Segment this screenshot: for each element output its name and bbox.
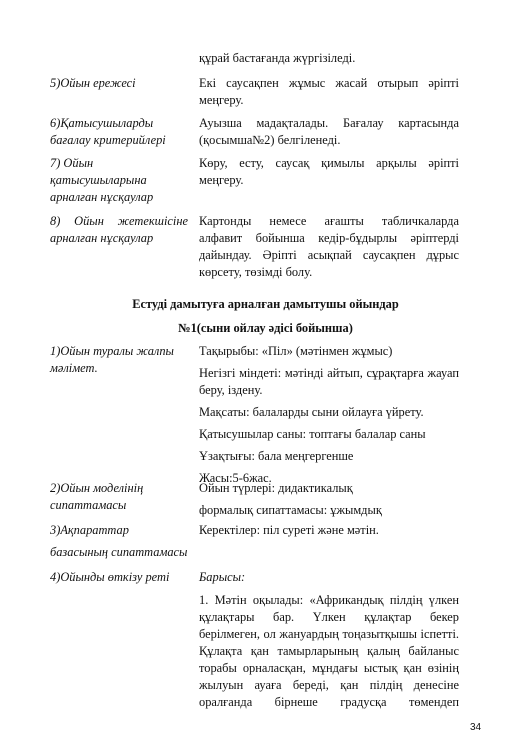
materials-text: Керектілер: піл суреті және мәтін. — [199, 523, 379, 537]
info-base-label — [50, 522, 188, 561]
age-line: Жасы:5-6жас. — [199, 471, 272, 485]
procedure-heading: Барысы: — [199, 570, 246, 584]
rule-text: Екі саусақпен жұмыс жасай отырып әріпті меңгеру. — [199, 76, 459, 107]
formal-description-line: формалық сипаттамасы: ұжымдық — [199, 503, 382, 517]
procedure-text: 1. Мәтін оқылады: «Африкандық пілдің үлкен құлақтары бар. Үлкен құлақтар бекер берілмеген, ол жануардың тоңазытқышы іспетті. Құлақта қан тамырларының қалың байланыс торабы орналасқан, мұндағы ыстық қан өзінің жылуын ауаға береді, қан пілдің денесіне оралғанда бірнеше градусқа төмендеп — [199, 593, 459, 709]
game-type-line: Ойын түрлері: дидактикалық — [199, 481, 353, 495]
participants-instructions-text: Көру, есту, саусақ қимылы арқылы әріпті меңгеру. — [199, 156, 459, 187]
game-order-block — [199, 569, 459, 711]
participants-count-line: Қатысушылар саны: топтағы балалар саны — [199, 427, 426, 441]
model-description-label: 2)Ойын моделінің сипаттамасы — [50, 481, 144, 512]
general-info-label: 1)Ойын туралы жалпы мәлімет. — [50, 344, 174, 375]
info-base-label-line1: 3)Ақпараттар — [50, 523, 129, 537]
criteria-text: Ауызша мадақталады. Бағалау картасында (қосымша№2) белгіленеді. — [199, 116, 459, 147]
criteria-label: 6)Қатысушыларды бағалау критерийлері — [50, 116, 166, 147]
game-order-label: 4)Ойынды өткізу реті — [50, 570, 170, 584]
rule-label: 5)Ойын ережесі — [50, 76, 136, 90]
page-number: 34 — [470, 722, 482, 733]
section-title: Естуді дамытуға арналған дамытушы ойындар — [132, 297, 399, 311]
info-base-label-line2: базасының сипаттамасы — [50, 545, 188, 559]
main-task-line: Негізгі міндеті: мәтінді айтып, сұрақтарға жауап беру, іздену. — [199, 366, 459, 397]
continuation-text: құрай бастағанда жүргізіледі. — [199, 51, 356, 65]
general-info-block — [199, 343, 459, 487]
topic-line: Тақырыбы: «Піл» (мәтінмен жұмыс) — [199, 344, 393, 358]
participants-instructions-label: 7) Ойын қатысушыларына арналған нұсқаулар — [50, 156, 154, 204]
leader-instructions-label: 8) Ойын жетекшісіне арналған нұсқаулар — [50, 214, 188, 245]
section-subtitle: №1(сыни ойлау әдісі бойынша) — [178, 321, 353, 335]
goal-line: Мақсаты: балаларды сыни ойлауға үйрету. — [199, 405, 424, 419]
model-description-block — [199, 480, 459, 519]
duration-line: Ұзақтығы: бала меңгергенше — [199, 449, 354, 463]
leader-instructions-text: Картонды немесе ағашты табличкаларда алфавит бойынша кедір-бұдырлы әріптерді дайындау. Әріпті асықпай саусақпен дұрыс көрсету, төзімді болу. — [199, 214, 459, 279]
